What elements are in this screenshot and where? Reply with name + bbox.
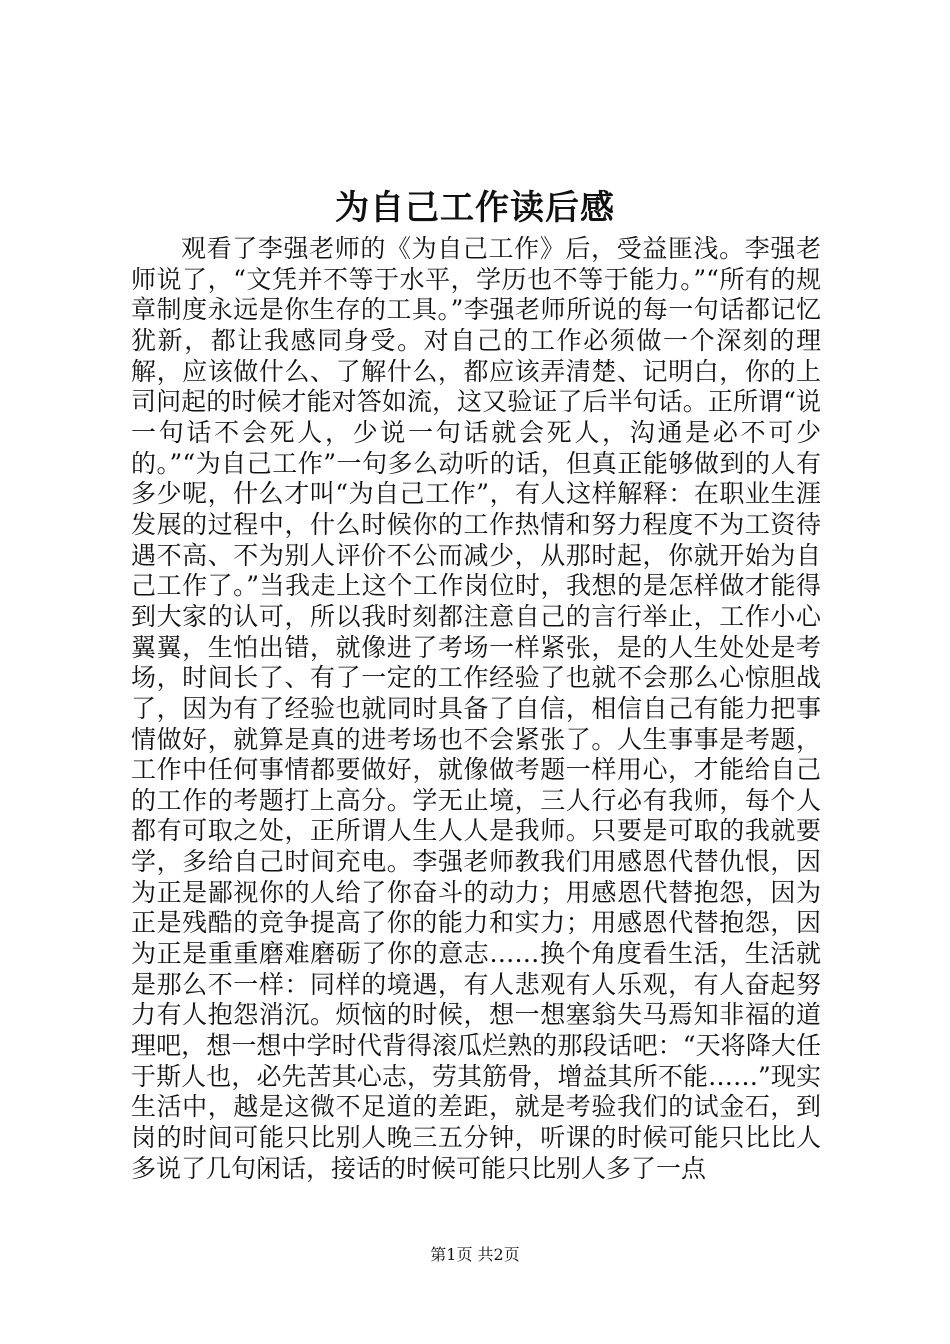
page-number-footer: 第1页 共2页 xyxy=(430,1245,520,1264)
document-body-paragraph: 观看了李强老师的《为自己工作》后，受益匪浅。李强老师说了，“文凭并不等于水平，学历也不等于能力。”“所有的规章制度永远是你生存的工具。”李强老师所说的每一句话都记忆犹新，都让我感同身受。对自己的工作必须做一个深刻的理解，应该做什么、了解什么，都应该弄清楚、记明白，你的上司问起的时候才能对答如流，这又验证了后半句话。正所谓“说一句话不会死人，少说一句话就会死人，沟通是必不可少的。”“为自己工作”一句多么动听的话，但真正能够做到的人有多少呢，什么才叫“为自己工作”，有人这样解释：在职业生涯发展的过程中，什么时候你的工作热情和努力程度不为工资待遇不高、不为别人评价不公而减少，从那时起，你就开始为自己工作了。”当我走上这个工作岗位时，我想的是怎样做才能得到大家的认可，所以我时刻都注意自己的言行举止，工作小心翼翼，生怕出错，就像进了考场一样紧张，是的人生处处是考场，时间长了、有了一定的工作经验了也就不会那么心惊胆战了，因为有了经验也就同时具备了自信，相信自己有能力把事情做好，就算是真的进考场也不会紧张了。人生事事是考题，工作中任何事情都要做好，就像做考题一样用心，才能给自己的工作的考题打上高分。学无止境，三人行必有我师，每个人都有可取之处，正所谓人生人人是我师。只要是可取的我就要学，多给自己时间充电。李强老师教我们用感恩代替仇恨，因为正是鄙视你的人给了你奋斗的动力；用感恩代替抱怨，因为正是残酷的竞争提高了你的能力和实力；用感恩代替抱怨，因为正是重重磨难磨砺了你的意志……换个角度看生活，生活就是那么不一样：同样的境遇，有人悲观有人乐观，有人奋起努力有人抱怨消沉。烦恼的时候，想一想塞翁失马焉知非福的道理吧，想一想中学时代背得滚瓜烂熟的那段话吧：“天将降大任于斯人也，必先苦其心志，劳其筋骨，增益其所不能……”现实生活中，越是这微不足道的差距，就是考验我们的试金石，到岗的时间可能只比别人晚三五分钟，听课的时候可能只比比人多说了几句闲话，接话的时候可能只比别人多了一点 xyxy=(131,234,821,1183)
document-title: 为自己工作读后感 xyxy=(335,188,615,228)
